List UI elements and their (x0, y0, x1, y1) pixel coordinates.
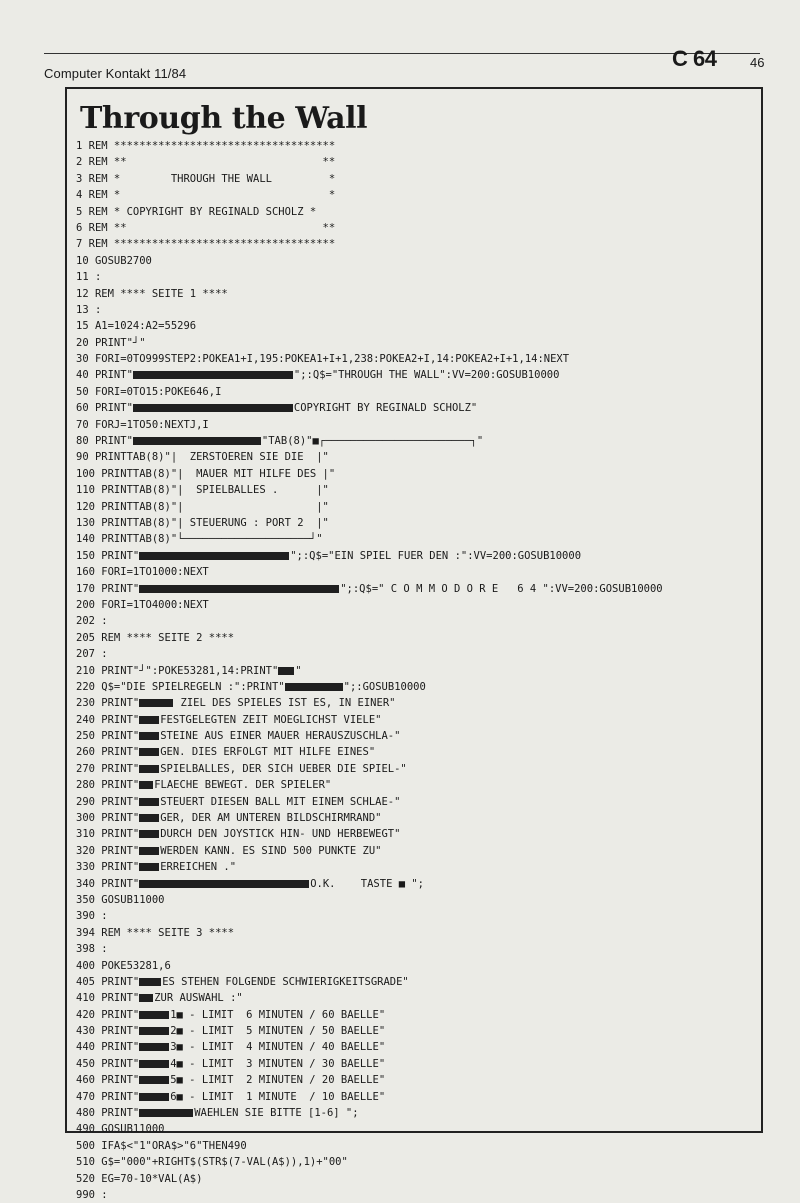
code-text: 202 : (76, 615, 108, 628)
listing-line (76, 1072, 756, 1088)
listing-line (76, 417, 756, 433)
listing-line (76, 236, 756, 252)
code-text: 207 : (76, 648, 108, 661)
code-text: 2■ - LIMIT 5 MINUTEN / 50 BAELLE" (170, 1025, 386, 1038)
code-text: 130 PRINTTAB(8)"| STEUERUNG : PORT 2 |" (76, 516, 329, 529)
control-code-block (133, 404, 293, 412)
listing-line (76, 351, 756, 367)
control-code-block (139, 732, 159, 740)
listing-line (76, 663, 756, 679)
code-text: 450 PRINT" (76, 1057, 140, 1070)
listing-line (76, 679, 756, 695)
listing-line (76, 613, 756, 629)
listing-line (76, 1023, 756, 1039)
code-text: 398 : (76, 943, 108, 956)
code-text: 40 PRINT" (76, 369, 133, 382)
code-text: 200 FORI=1TO4000:NEXT (76, 598, 209, 611)
control-code-block (139, 552, 289, 560)
listing-line (76, 499, 756, 515)
code-text: 3■ - LIMIT 4 MINUTEN / 40 BAELLE" (170, 1041, 386, 1054)
code-text: ";:Q$=" C O M M O D O R E 6 4 ":VV=200:GOSUB10000 (340, 582, 663, 595)
control-code-block (139, 1060, 169, 1068)
code-text: 280 PRINT" (76, 779, 140, 792)
code-text: 270 PRINT" (76, 762, 140, 775)
control-code-block (139, 978, 161, 986)
listing-line (76, 548, 756, 564)
listing-line (76, 941, 756, 957)
code-text: 12 REM **** SEITE 1 **** (76, 287, 228, 300)
code-text: STEUERT DIESEN BALL MIT EINEM SCHLAE-" (160, 795, 401, 808)
listing-line (76, 630, 756, 646)
code-text: ";:GOSUB10000 (343, 680, 426, 693)
control-code-block (139, 1093, 169, 1101)
code-text: FESTGELEGTEN ZEIT MOEGLICHST VIELE" (160, 713, 382, 726)
code-text: 30 FORI=0TO999STEP2:POKEA1+I,195:POKEA1+I+1,238:POKEA2+I,14:POKEA2+I+1,14:NEXT (76, 353, 570, 366)
listing-line (76, 794, 756, 810)
code-text: 150 PRINT" (76, 549, 140, 562)
code-text: 6■ - LIMIT 1 MINUTE / 10 BAELLE" (170, 1090, 386, 1103)
listing-line (76, 318, 756, 334)
code-text: 210 PRINT"┘":POKE53281,14:PRINT" (76, 664, 279, 677)
code-text: 350 GOSUB11000 (76, 893, 165, 906)
code-text: 170 PRINT" (76, 582, 140, 595)
listing-line (76, 1121, 756, 1137)
listing-line (76, 482, 756, 498)
listing-line (76, 826, 756, 842)
listing-line (76, 433, 756, 449)
code-text: 490 GOSUB11000 (76, 1123, 165, 1136)
section-label: C 64 (672, 46, 717, 71)
code-text: 240 PRINT" (76, 713, 140, 726)
listing-line (76, 1138, 756, 1154)
listing-line (76, 876, 756, 892)
code-text: 4 REM * * (76, 189, 336, 202)
code-text: DURCH DEN JOYSTICK HIN- UND HERBEWEGT" (160, 828, 401, 841)
listing-line (76, 761, 756, 777)
control-code-block (139, 1109, 193, 1117)
code-text: 340 PRINT" (76, 877, 140, 890)
code-text: 11 : (76, 271, 102, 284)
code-text: STEINE AUS EINER MAUER HERAUSZUSCHLA-" (160, 730, 401, 743)
listing-line (76, 712, 756, 728)
code-text: 520 EG=70-10*VAL(A$) (76, 1172, 203, 1185)
listing-line (76, 777, 756, 793)
listing-line (76, 1056, 756, 1072)
code-text: 1■ - LIMIT 6 MINUTEN / 60 BAELLE" (170, 1008, 386, 1021)
listing-line (76, 859, 756, 875)
listing-line (76, 695, 756, 711)
code-text: 5■ - LIMIT 2 MINUTEN / 20 BAELLE" (170, 1074, 386, 1087)
control-code-block (139, 1043, 169, 1051)
code-text: 160 FORI=1TO1000:NEXT (76, 566, 209, 579)
listing-line (76, 597, 756, 613)
listing-line (76, 138, 756, 154)
code-text: 13 : (76, 303, 102, 316)
control-code-block (139, 1076, 169, 1084)
control-code-block (139, 880, 309, 888)
code-text: ES STEHEN FOLGENDE SCHWIERIGKEITSGRADE" (162, 975, 409, 988)
code-text: 3 REM * THROUGH THE WALL * (76, 172, 336, 185)
code-text: " (295, 664, 302, 677)
control-code-block (278, 667, 294, 675)
code-text: 1 REM *********************************** (76, 140, 336, 152)
code-text: ZUR AUSWAHL :" (154, 992, 243, 1005)
code-text: 70 FORJ=1TO50:NEXTJ,I (76, 418, 209, 431)
listing-line (76, 990, 756, 1006)
control-code-block (139, 765, 159, 773)
program-listing (76, 138, 756, 1203)
listing-line (76, 400, 756, 416)
control-code-block (139, 830, 159, 838)
listing-line (76, 744, 756, 760)
code-text: 290 PRINT" (76, 795, 140, 808)
listing-line (76, 1039, 756, 1055)
code-text: ";:Q$="EIN SPIEL FUER DEN :":VV=200:GOSUB10000 (290, 549, 582, 562)
code-text: GEN. DIES ERFOLGT MIT HILFE EINES" (160, 746, 376, 759)
listing-line (76, 974, 756, 990)
code-text: 405 PRINT" (76, 975, 140, 988)
control-code-block (139, 585, 339, 593)
code-text: 410 PRINT" (76, 992, 140, 1005)
listing-line (76, 1007, 756, 1023)
code-text: 5 REM * COPYRIGHT BY REGINALD SCHOLZ * (76, 205, 317, 218)
code-text: 6 REM ** ** (76, 221, 336, 234)
code-text: 250 PRINT" (76, 730, 140, 743)
code-text: GER, DER AM UNTEREN BILDSCHIRMRAND" (160, 812, 382, 825)
code-text: ZIEL DES SPIELES IST ES, IN EINER" (174, 697, 396, 710)
code-text: 90 PRINTTAB(8)"| ZERSTOEREN SIE DIE |" (76, 451, 329, 464)
code-text: 300 PRINT" (76, 812, 140, 825)
listing-line (76, 171, 756, 187)
code-text: 990 : (76, 1189, 108, 1201)
code-text: 430 PRINT" (76, 1025, 140, 1038)
control-code-block (139, 1011, 169, 1019)
code-text: 440 PRINT" (76, 1041, 140, 1054)
code-text: 4■ - LIMIT 3 MINUTEN / 30 BAELLE" (170, 1057, 386, 1070)
code-text: 15 A1=1024:A2=55296 (76, 320, 197, 333)
code-text: 205 REM **** SEITE 2 **** (76, 631, 235, 644)
code-text: 320 PRINT" (76, 844, 140, 857)
control-code-block (139, 748, 159, 756)
code-text: 60 PRINT" (76, 402, 133, 415)
code-text: 110 PRINTTAB(8)"| SPIELBALLES . |" (76, 484, 329, 497)
listing-line (76, 1154, 756, 1170)
article-title: Through the Wall (80, 101, 368, 136)
page-number: 46 (750, 55, 765, 70)
code-text: ERREICHEN ." (160, 861, 237, 874)
listing-line (76, 810, 756, 826)
listing-line (76, 925, 756, 941)
listing-line (76, 908, 756, 924)
code-text: ";:Q$="THROUGH THE WALL":VV=200:GOSUB10000 (293, 369, 560, 382)
control-code-block (139, 798, 159, 806)
listing-line (76, 515, 756, 531)
code-text: 100 PRINTTAB(8)"| MAUER MIT HILFE DES |" (76, 467, 336, 480)
listing-line (76, 581, 756, 597)
code-text: 330 PRINT" (76, 861, 140, 874)
code-text: WAEHLEN SIE BITTE [1-6] "; (194, 1107, 359, 1120)
code-text: 260 PRINT" (76, 746, 140, 759)
listing-line (76, 253, 756, 269)
control-code-block (139, 847, 159, 855)
listing-line (76, 154, 756, 170)
code-text: "TAB(8)"■┌───────────────────────┐" (261, 435, 484, 448)
code-text: 120 PRINTTAB(8)"| |" (76, 500, 329, 513)
listing-line (76, 384, 756, 400)
code-text: 480 PRINT" (76, 1107, 140, 1120)
control-code-block (139, 716, 159, 724)
code-text: 2 REM ** ** (76, 156, 336, 169)
listing-line (76, 892, 756, 908)
code-text: O.K. TASTE ■ "; (310, 877, 425, 890)
code-text: 390 : (76, 910, 108, 923)
code-text: 50 FORI=0TO15:POKE646,I (76, 385, 222, 398)
listing-line (76, 220, 756, 236)
code-text: 80 PRINT" (76, 435, 133, 448)
listing-line (76, 286, 756, 302)
control-code-block (139, 699, 173, 707)
header-rule (44, 53, 760, 54)
code-text: 460 PRINT" (76, 1074, 140, 1087)
code-text: WERDEN KANN. ES SIND 500 PUNKTE ZU" (160, 844, 382, 857)
listing-line (76, 531, 756, 547)
code-text: 310 PRINT" (76, 828, 140, 841)
listing-line (76, 958, 756, 974)
listing-line (76, 1089, 756, 1105)
control-code-block (139, 994, 153, 1002)
code-text: 470 PRINT" (76, 1090, 140, 1103)
code-text: 230 PRINT" (76, 697, 140, 710)
control-code-block (139, 814, 159, 822)
listing-line (76, 564, 756, 580)
code-text: 510 G$="000"+RIGHT$(STR$(7-VAL(A$)),1)+"00" (76, 1156, 348, 1169)
code-text: FLAECHE BEWEGT. DER SPIELER" (154, 779, 332, 792)
listing-line (76, 269, 756, 285)
listing-line (76, 204, 756, 220)
listing-line (76, 1105, 756, 1121)
code-text: COPYRIGHT BY REGINALD SCHOLZ" (293, 402, 478, 415)
listing-line (76, 843, 756, 859)
control-code-block (139, 781, 153, 789)
listing-line (76, 187, 756, 203)
code-text: SPIELBALLES, DER SICH UEBER DIE SPIEL-" (160, 762, 407, 775)
listing-line (76, 1171, 756, 1187)
code-text: 220 Q$="DIE SPIELREGELN :":PRINT" (76, 680, 285, 693)
listing-line (76, 335, 756, 351)
code-text: 394 REM **** SEITE 3 **** (76, 926, 235, 939)
control-code-block (139, 1027, 169, 1035)
code-text: 140 PRINTTAB(8)"└────────────────────┘" (76, 533, 323, 546)
code-text: 500 IFA$<"1"ORA$>"6"THEN490 (76, 1139, 247, 1152)
listing-line (76, 1187, 756, 1203)
control-code-block (139, 863, 159, 871)
listing-line (76, 367, 756, 383)
code-text: 7 REM *********************************** (76, 238, 336, 251)
magazine-issue: Computer Kontakt 11/84 (44, 66, 187, 81)
listing-line (76, 646, 756, 662)
listing-line (76, 728, 756, 744)
code-text: 20 PRINT"┘" (76, 336, 146, 349)
code-text: 10 GOSUB2700 (76, 254, 152, 267)
code-text: 420 PRINT" (76, 1008, 140, 1021)
listing-line (76, 449, 756, 465)
control-code-block (133, 437, 261, 445)
control-code-block (133, 371, 293, 379)
control-code-block (285, 683, 343, 691)
code-text: 400 POKE53281,6 (76, 959, 171, 972)
listing-line (76, 302, 756, 318)
listing-line (76, 466, 756, 482)
